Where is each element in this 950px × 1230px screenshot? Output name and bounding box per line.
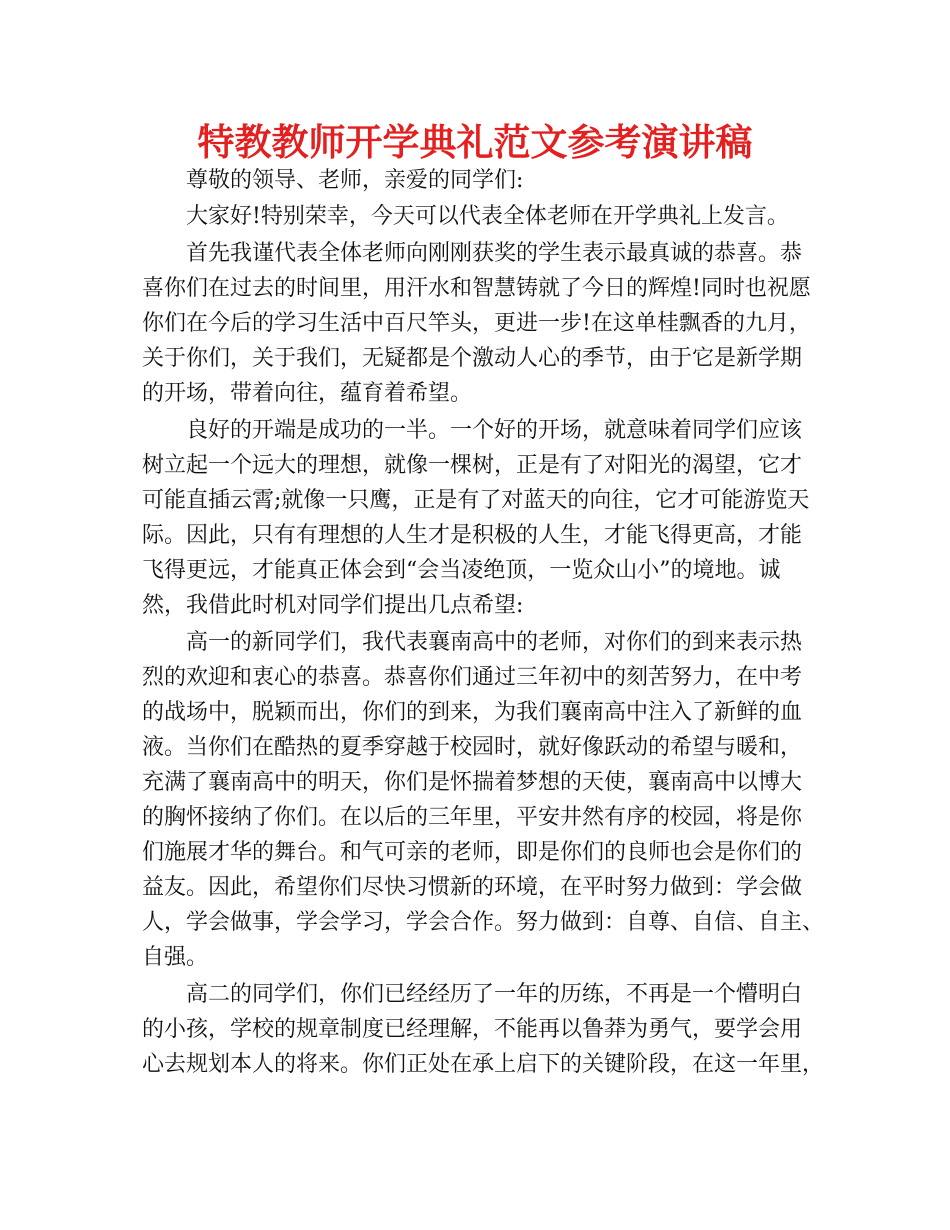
paragraph-2-line-2: 树立起一个远大的理想，就像一棵树，正是有了对阳光的渴望，它才 [142,453,803,478]
paragraph-4-line-1: 高二的同学们，你们已经经历了一年的历练，不再是一个懵明白 [186,982,803,1007]
paragraph-3-line-7: 们施展才华的舞台。和气可亲的老师，即是你们的良师也会是你们的 [142,840,803,865]
paragraph-3-line-10: 自强。 [142,945,209,970]
paragraph-2-line-3: 可能直插云霄;就像一只鹰，正是有了对蓝天的向往，它才可能游览天 [142,488,810,513]
paragraph-3-line-6: 的胸怀接纳了你们。在以后的三年里，平安井然有序的校园，将是你 [142,805,803,830]
paragraph-1-line-1: 首先我谨代表全体老师向刚刚获奖的学生表示最真诚的恭喜。恭 [186,241,803,266]
paragraph-1-line-3: 你们在今后的学习生活中百尺竿头，更进一步!在这单桂飘香的九月， [142,311,811,336]
paragraph-3-line-8: 益友。因此，希望你们尽快习惯新的环境，在平时努力做到：学会做 [142,875,803,900]
paragraph-3-line-9: 人，学会做事，学会学习，学会合作。努力做到：自尊、自信、自主、 [142,910,825,935]
greeting-line: 大家好!特别荣幸，今天可以代表全体老师在开学典礼上发言。 [186,204,789,229]
paragraph-2-line-6: 然，我借此时机对同学们提出几点希望: [142,593,524,618]
paragraph-1-line-4: 关于你们，关于我们，无疑都是个激动人心的季节，由于它是新学期 [142,346,803,371]
paragraph-2-line-4: 际。因此，只有有理想的人生才是积极的人生，才能飞得更高，才能 [142,523,803,548]
paragraph-3-line-5: 充满了襄南高中的明天，你们是怀揣着梦想的天使，襄南高中以博大 [142,770,803,795]
paragraph-2-line-1: 良好的开端是成功的一半。一个好的开场，就意味着同学们应该 [186,418,803,443]
paragraph-1-line-5: 的开场，带着向往，蕴育着希望。 [142,381,473,406]
paragraph-4-line-2: 的小孩，学校的规章制度已经理解，不能再以鲁莽为勇气，要学会用 [142,1017,803,1042]
salutation-line: 尊敬的领导、老师，亲爱的同学们: [186,168,524,193]
paragraph-3-line-1: 高一的新同学们，我代表襄南高中的老师，对你们的到来表示热 [186,630,803,655]
document-title: 特教教师开学典礼范文参考演讲稿 [197,121,753,164]
paragraph-1-line-2: 喜你们在过去的时间里，用汗水和智慧铸就了今日的辉煌!同时也祝愿 [142,276,811,301]
paragraph-4-line-3: 心去规划本人的将来。你们正处在承上启下的关键阶段，在这一年里， [142,1052,825,1077]
paragraph-2-line-5: 飞得更远，才能真正体会到“会当凌绝顶，一览众山小”的境地。诚 [142,558,781,583]
paragraph-3-line-2: 烈的欢迎和衷心的恭喜。恭喜你们通过三年初中的刻苦努力，在中考 [142,665,803,690]
paragraph-3-line-4: 液。当你们在酷热的夏季穿越于校园时，就好像跃动的希望与暖和， [142,735,803,760]
paragraph-3-line-3: 的战场中，脱颖而出，你们的到来，为我们襄南高中注入了新鲜的血 [142,700,803,725]
